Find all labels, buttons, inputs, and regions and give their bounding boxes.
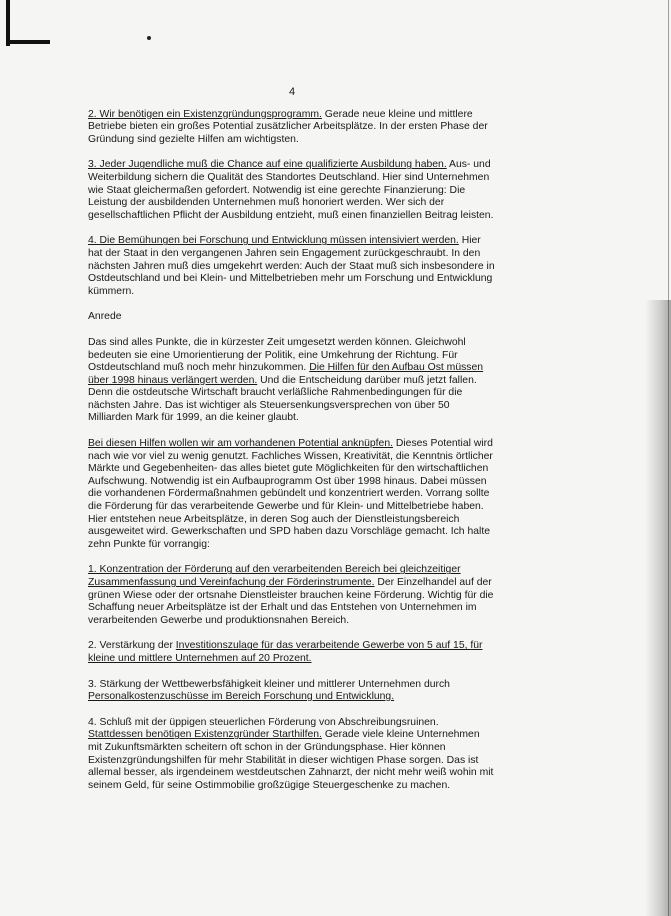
underlined-phrase: Investitionszulage für das verarbeitende Gewerbe von 5 auf 15, für kleine und mittlere Unternehmen auf 20 Prozent.: [88, 640, 483, 664]
scan-corner-mark: [6, 40, 50, 44]
paragraph: [88, 159, 496, 222]
paragraph-text: 3. Stärkung der Wettbewerbsfähigkeit kleiner und mittlerer Unternehmen durch: [88, 678, 450, 690]
underlined-heading: 4. Die Bemühungen bei Forschung und Entwicklung müssen intensiviert werden.: [88, 235, 459, 247]
underlined-phrase: Stattdessen benötigen Existenzgründer Starthilfen.: [88, 729, 322, 741]
paragraph: [88, 564, 496, 627]
underlined-phrase: Die Hilfen für den Aufbau Ost müssen über 1998 hinaus verlängert werden.: [88, 362, 484, 386]
page-number: 4: [288, 86, 296, 98]
paragraph: [88, 438, 496, 551]
paragraph: [88, 235, 496, 298]
paragraph: [88, 640, 496, 665]
paragraph-text: 4. Schluß mit der üppigen steuerlichen Förderung von Abschreibungsruinen.: [88, 716, 439, 728]
paragraph-text: Anrede: [88, 311, 122, 323]
salutation: [88, 311, 496, 324]
paragraph-text: Aus- und Weiterbildung sichern die Qualität des Standortes Deutschland. Hier sind Unternehmen wie Staat gleichermaßen gefordert. Notwendig ist eine gerechte Finanzierung: Die Leistung der ausbildenden Unternehmen muß honoriert werden. Wer sich der gesellschaftlichen Pflicht der Ausbildung entzieht, muß einen finanziellen Beitrag leisten.: [88, 159, 494, 221]
underlined-phrase: Bei diesen Hilfen wollen wir am vorhandenen Potential anknüpfen.: [88, 438, 393, 450]
paragraph-text: Und die Entscheidung darüber muß jetzt fallen. Denn die ostdeutsche Wirtschaft braucht verläßliche Rahmenbedingungen für die nächsten Jahre. Das ist wichtiger als Steuersenkungsversprechen von über 50 Milliarden Mark für 1999, an die keiner glaubt.: [88, 374, 477, 424]
paragraph-text: Dieses Potential wird nach wie vor viel zu wenig genutzt. Fachliches Wissen, Kreativität, die Kenntnis örtlicher Märkte und Gegebenheiten- das alles bietet gute Möglichkeiten für den wirtschaftlichen Aufschwung. Notwendig ist ein Aufbauprogramm Ost über 1998 hinaus. Dabei müssen die vorhandenen Fördermaßnahmen gebündelt und konzentriert werden. Vorrang sollte die Förderung für das verarbeitende Gewerbe und für Klein- und Mittelbetriebe haben. Hier entstehen neue Arbeitsplätze, in deren Sog auch der Dienstleistungsbereich ausgeweitet wird. Gewerkschaften und SPD haben dazu Vorschläge gemacht. Ich halte zehn Punkte für vorrangig:: [88, 438, 493, 550]
paragraph: [88, 679, 496, 704]
paragraph-text: Das sind alles Punkte, die in kürzester Zeit umgesetzt werden können. Gleichwohl bedeuten sie eine Umorientierung der Politik, eine Umkehrung der Richtung. Für Ostdeutschland muß noch mehr hinzukommen.: [88, 336, 466, 374]
paragraph-text: Hier hat der Staat in den vergangenen Jahren sein Engagement zurückgeschraubt. In den nächsten Jahren muß dies umgekehrt werden: Auch der Staat muß sich insbesondere in Ostdeutschland und bei Klein- und Mittelbetrieben mehr um Forschung und Entwicklung kümmern.: [88, 235, 495, 297]
paragraph-text: 2. Verstärkung der: [88, 640, 176, 652]
paragraph-text: Gerade viele kleine Unternehmen mit Zukunftsmärkten scheitern oft schon in der Gründungsphase. Hier können Existenzgründungshilfen für mehr Stabilität in dieser wichtigen Phase sorgen. Das ist allemal besser, als irgendeinem westdeutschen Zahnarzt, der nicht mehr weiß wohin mit seinem Geld, für seine Ostimmobilie großzügige Steuergeschenke zu machen.: [88, 729, 494, 791]
underlined-heading: 2. Wir benötigen ein Existenzgründungsprogramm.: [88, 108, 322, 120]
paragraph-text: Der Einzelhandel auf der grünen Wiese oder der ortsnahe Dienstleister brauchen keine Förderung. Wichtig für die Schaffung neuer Arbeitsplätze ist der Erhalt und das Entstehen von Unternehmen im verarbeitenden Gewerbe und produktionsnahen Bereich.: [88, 577, 494, 626]
paragraph: [88, 337, 496, 425]
underlined-heading: 3. Jeder Jugendliche muß die Chance auf eine qualifizierte Ausbildung haben.: [88, 159, 447, 171]
document-body: [88, 86, 496, 805]
paragraph-text: Gerade neue kleine und mittlere Betriebe bieten ein großes Potential zusätzlicher Arbeitsplätze. In der ersten Phase der Gründung sind gezielte Hilfen am wichtigsten.: [88, 108, 488, 145]
paragraph: [88, 109, 496, 147]
paragraph: [88, 717, 496, 793]
scan-edge-line: [668, 0, 669, 916]
underlined-phrase: Personalkostenzuschüsse im Bereich Forschung und Entwicklung.: [88, 691, 395, 703]
underlined-heading: 1. Konzentration der Förderung auf den verarbeitenden Bereich bei gleichzeitiger Zusammenfassung und Vereinfachung der Förderinstrumente.: [88, 564, 461, 588]
scan-speck: [147, 36, 151, 40]
